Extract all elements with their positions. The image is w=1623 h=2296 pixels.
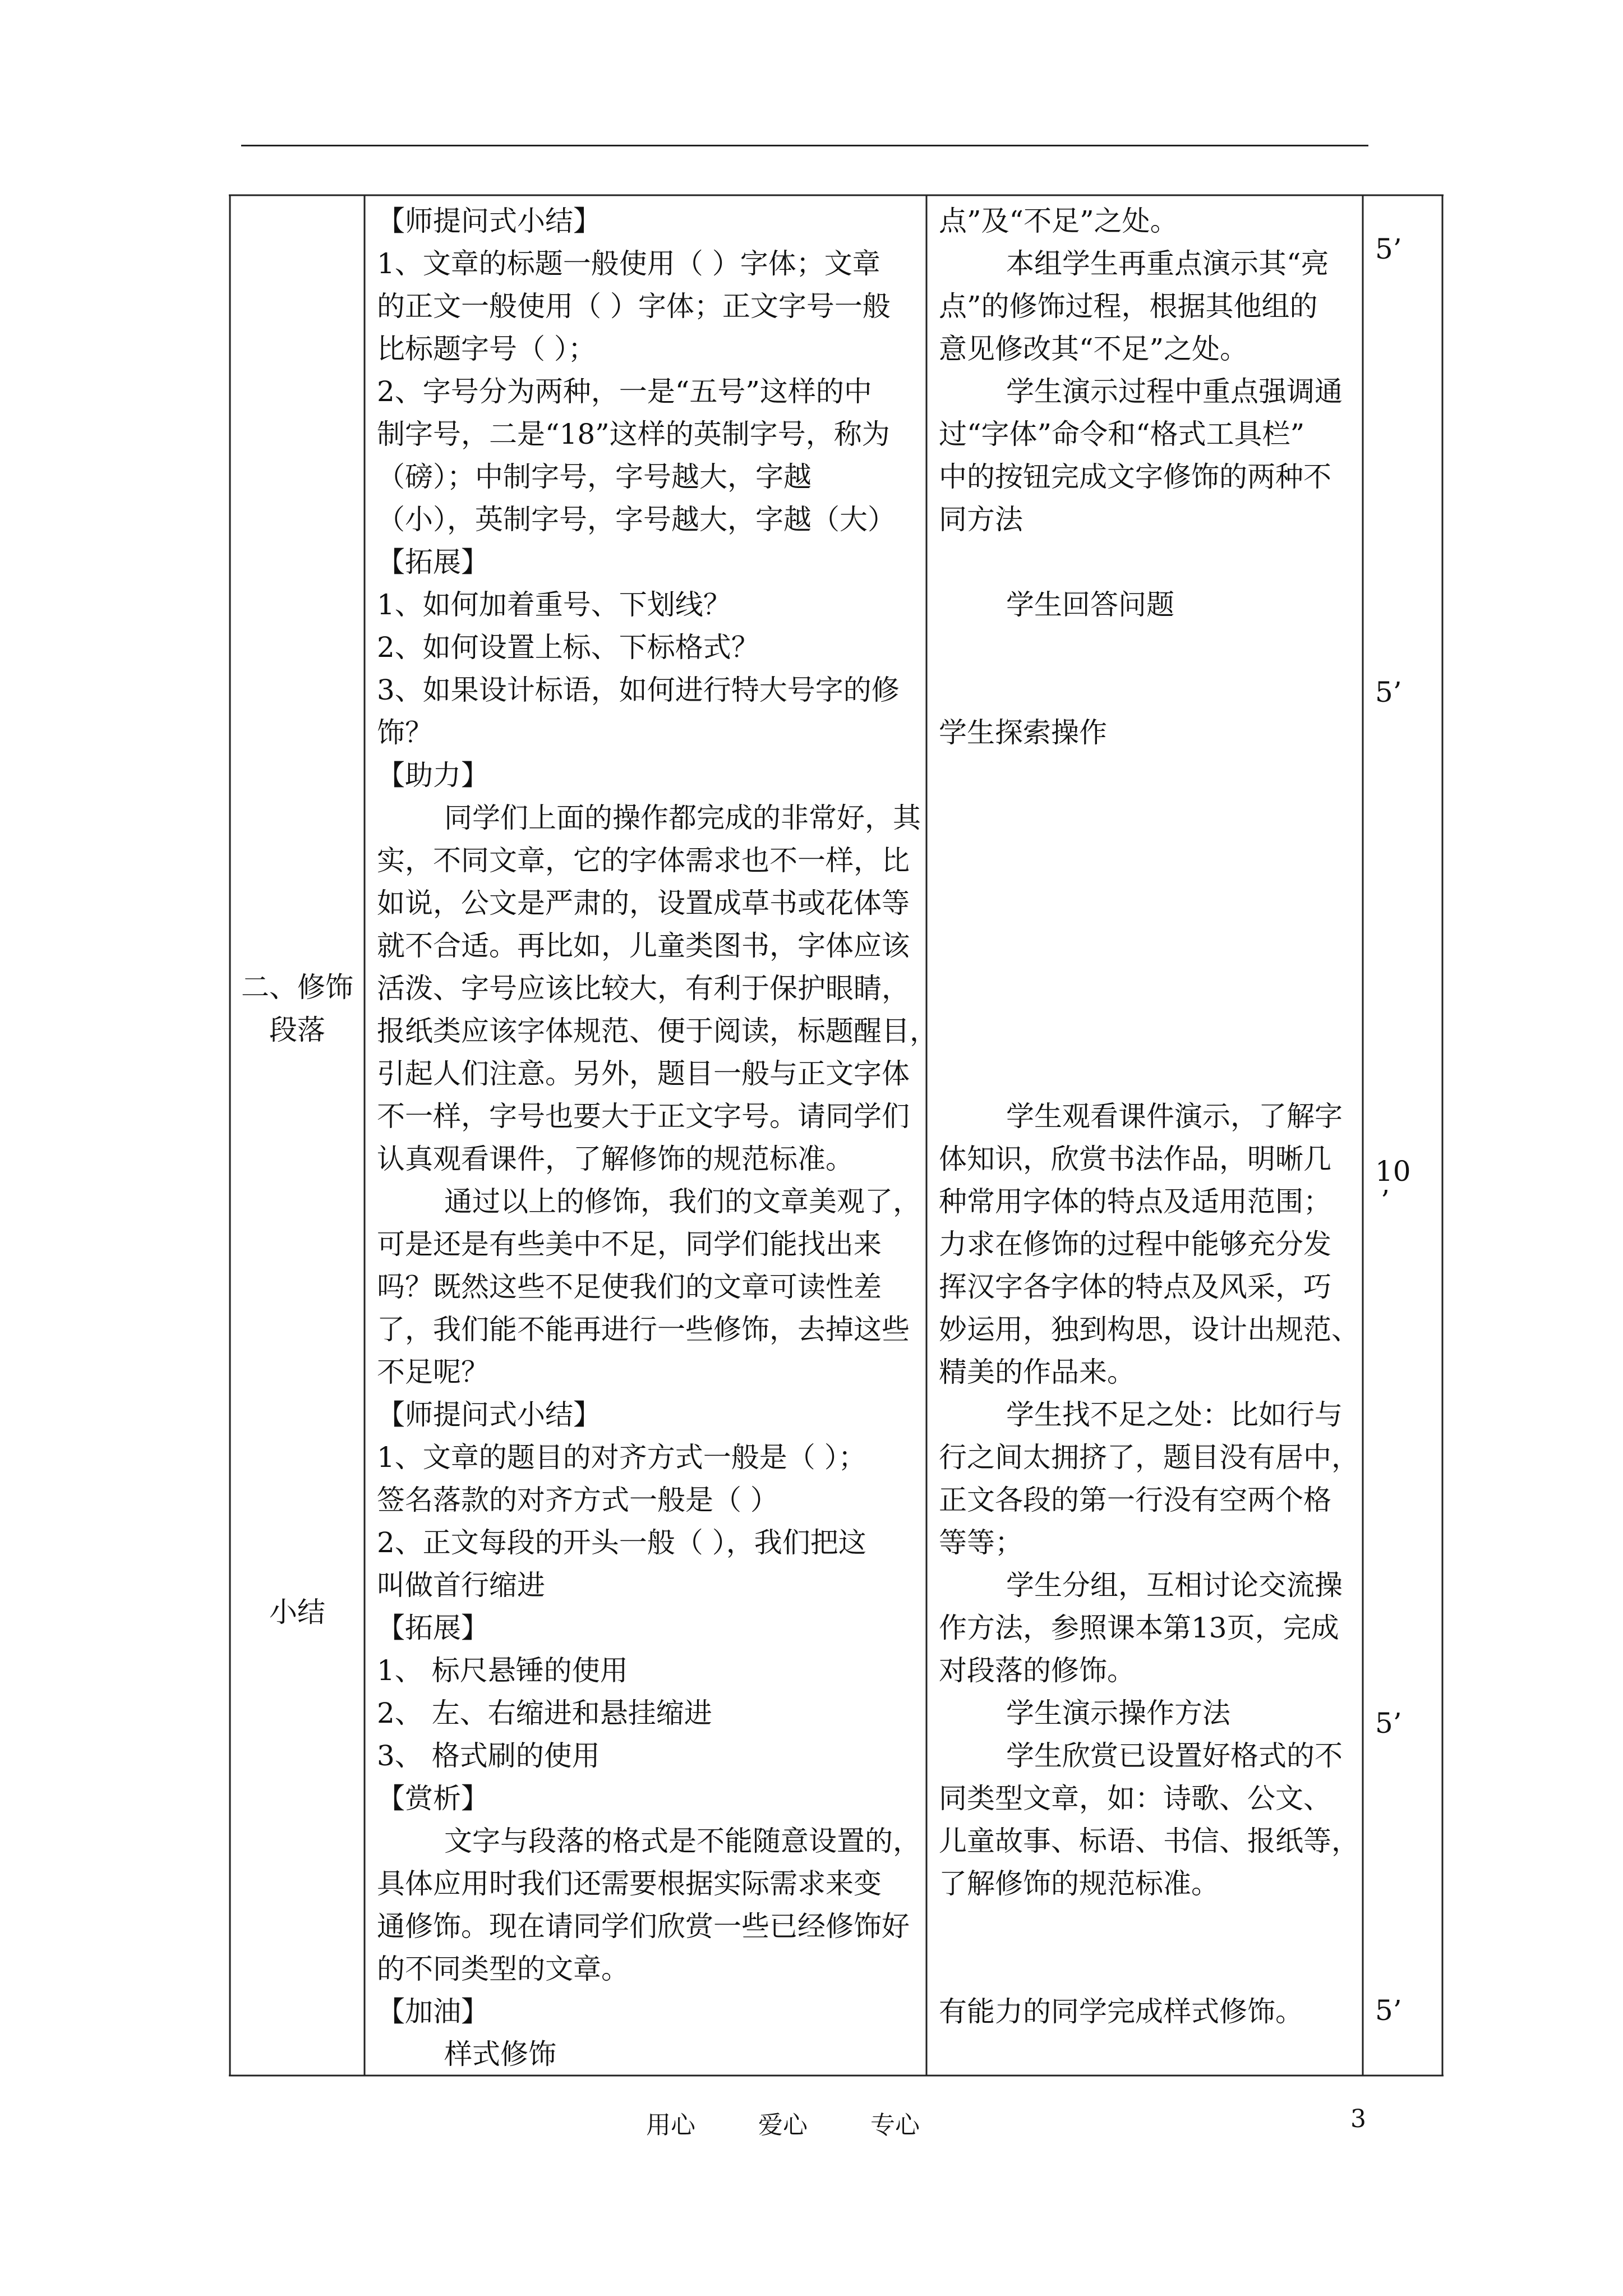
text-line: 吗？既然这些不足使我们的文章可读性差 [377, 1271, 882, 1303]
text-line: 活泼、字号应该比较大，有利于保护眼睛， [377, 972, 910, 1005]
text-line: 1、 标尺悬锤的使用 [377, 1654, 628, 1687]
footer-slogan-2: 爱心 [758, 2111, 808, 2139]
text-line: （小），英制字号，字号越大，字越（大） [377, 503, 896, 536]
text-line: 正文各段的第一行没有空两个格 [939, 1484, 1331, 1516]
text-line: 2、 左、右缩进和悬挂缩进 [377, 1697, 712, 1729]
text-line: 行之间太拥挤了，题目没有居中， [939, 1441, 1359, 1474]
text-line: 体知识，欣赏书法作品，明晰几 [939, 1143, 1331, 1175]
footer-slogan-1: 用心 [646, 2111, 695, 2139]
text-line: 报纸类应该字体规范、便于阅读，标题醒目， [377, 1015, 938, 1047]
text-line: 如说，公文是严肃的，设置成草书或花体等 [377, 887, 910, 919]
text-line: 意见修改其“不足”之处。 [939, 333, 1248, 365]
text-line: 过“字体”命令和“格式工具栏” [939, 418, 1305, 450]
text-line: 学生欣赏已设置好格式的不 [1006, 1740, 1343, 1772]
text-line: 3、如果设计标语，如何进行特大号字的修 [377, 674, 900, 706]
text-line: 1、文章的标题一般使用（ ）字体；文章 [377, 247, 880, 280]
text-line: 1、如何加着重号、下划线？ [377, 588, 731, 621]
text-line: 学生演示操作方法 [1006, 1697, 1230, 1729]
text-line [939, 626, 1359, 669]
text-line: 【助力】 [377, 759, 489, 792]
text-line: 的正文一般使用（ ）字体；正文字号一般 [377, 290, 891, 323]
text-line: 点”的修饰过程，根据其他组的 [939, 290, 1318, 323]
text-line: 儿童故事、标语、书信、报纸等， [939, 1825, 1359, 1857]
text-line [939, 669, 1359, 711]
text-line: 同类型文章，如：诗歌、公文、 [939, 1782, 1331, 1815]
text-line: 制字号，二是“18”这样的英制字号，称为 [377, 418, 890, 450]
text-line: 通修饰。现在请同学们欣赏一些已经修饰好 [377, 1910, 910, 1943]
text-line: 力求在修饰的过程中能够充分发 [939, 1228, 1331, 1260]
text-line: 比标题字号（ ）； [377, 333, 596, 365]
text-line [939, 1948, 1359, 1990]
text-line: 精美的作品来。 [939, 1356, 1135, 1388]
page-number: 3 [1350, 2105, 1366, 2133]
text-line: 不足呢？ [377, 1356, 489, 1388]
text-line [939, 797, 1359, 839]
section-label-line: 二、修饰 [241, 971, 353, 1004]
text-line: 饰？ [377, 716, 433, 749]
text-line: 【师提问式小结】 [377, 205, 601, 237]
text-line: 2、字号分为两种，一是“五号”这样的中 [377, 375, 872, 408]
text-line: 对段落的修饰。 [939, 1654, 1135, 1687]
text-line: 文字与段落的格式是不能随意设置的， [444, 1825, 921, 1857]
time-allocation: 5’ [1375, 1994, 1402, 2027]
time-allocation: 5’ [1375, 676, 1402, 708]
text-line: 【师提问式小结】 [377, 1398, 601, 1431]
text-line: 样式修饰 [444, 2038, 556, 2070]
text-line: 妙运用，独到构思，设计出规范、 [939, 1313, 1359, 1346]
text-line: 的不同类型的文章。 [377, 1953, 629, 1985]
section-label-summary: 小结 [269, 1596, 325, 1628]
text-line: 种常用字体的特点及适用范围； [939, 1185, 1331, 1218]
text-line: 学生演示过程中重点强调通 [1006, 375, 1343, 408]
text-line: 叫做首行缩进 [377, 1569, 545, 1602]
text-line [939, 541, 1359, 583]
text-line: 【拓展】 [377, 546, 489, 578]
text-line [939, 924, 1359, 967]
text-line [939, 882, 1359, 924]
text-line: 就不合适。再比如，儿童类图书，字体应该 [377, 930, 910, 962]
text-line [939, 967, 1359, 1010]
text-line: 点”及“不足”之处。 [939, 205, 1178, 237]
text-line [939, 1905, 1359, 1948]
text-line: 学生找不足之处：比如行与 [1006, 1398, 1343, 1431]
text-line [939, 1010, 1359, 1052]
student-activity-column [939, 200, 1359, 2033]
text-line: 引起人们注意。另外，题目一般与正文字体 [377, 1057, 910, 1090]
teacher-activity-column [377, 200, 938, 2076]
text-line: 了，我们能不能再进行一些修饰，去掉这些 [377, 1313, 910, 1346]
text-line: 学生分组，互相讨论交流操 [1006, 1569, 1343, 1602]
text-line: 【加油】 [377, 1995, 489, 2028]
text-line: 2、如何设置上标、下标格式？ [377, 631, 759, 664]
text-line: 2、正文每段的开头一般（ ），我们把这 [377, 1526, 866, 1559]
text-line: 了解修饰的规范标准。 [939, 1867, 1219, 1900]
text-line: 签名落款的对齐方式一般是（ ） [377, 1484, 778, 1516]
text-line: 等等； [939, 1526, 1023, 1559]
text-line: 3、 格式刷的使用 [377, 1740, 600, 1772]
text-line: 不一样，字号也要大于正文字号。请同学们 [377, 1100, 910, 1133]
text-line: 学生观看课件演示，了解字 [1006, 1100, 1343, 1133]
footer-slogan-3: 专心 [870, 2111, 920, 2139]
text-line: 本组学生再重点演示其“亮 [1006, 247, 1329, 280]
text-line: 同方法 [939, 503, 1023, 536]
time-allocation: 5’ [1375, 233, 1402, 265]
text-line: 1、文章的题目的对齐方式一般是（ ）； [377, 1441, 866, 1474]
text-line: 学生探索操作 [939, 716, 1107, 749]
section-label-modify-paragraph [230, 966, 365, 1051]
text-line: 【拓展】 [377, 1612, 489, 1644]
text-line [939, 754, 1359, 797]
text-line: 具体应用时我们还需要根据实际需求来变 [377, 1867, 882, 1900]
text-line: 认真观看课件，了解修饰的规范标准。 [377, 1143, 854, 1175]
text-line [939, 1052, 1359, 1095]
text-line: 可是还是有些美中不足，同学们能找出来 [377, 1228, 882, 1260]
section-label-line: 段落 [269, 1014, 325, 1046]
text-line [939, 839, 1359, 882]
time-allocation: 10 [1375, 1155, 1411, 1188]
text-line: 学生回答问题 [1006, 588, 1174, 621]
text-line: 【赏析】 [377, 1782, 489, 1815]
time-allocation: ’ [1381, 1184, 1390, 1217]
text-line: 挥汉字各字体的特点及风采，巧 [939, 1271, 1331, 1303]
text-line: 同学们上面的操作都完成的非常好，其 [444, 802, 921, 834]
text-line: 通过以上的修饰，我们的文章美观了， [444, 1185, 921, 1218]
text-line: （磅）；中制字号，字号越大，字越 [377, 461, 811, 493]
time-allocation: 5’ [1375, 1707, 1402, 1740]
text-line: 作方法，参照课本第13页，完成 [939, 1612, 1339, 1644]
text-line: 中的按钮完成文字修饰的两种不 [939, 461, 1331, 493]
text-line: 有能力的同学完成样式修饰。 [939, 1995, 1303, 2028]
text-line: 实，不同文章，它的字体需求也不一样，比 [377, 844, 910, 877]
